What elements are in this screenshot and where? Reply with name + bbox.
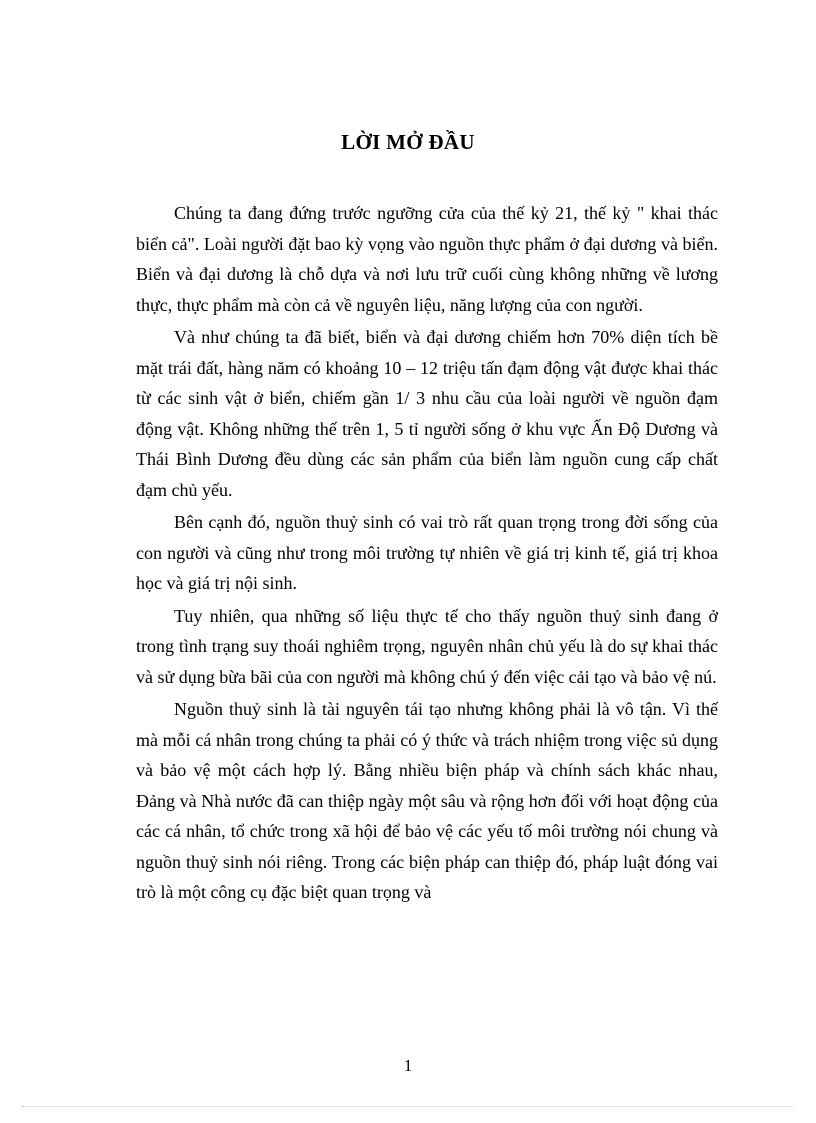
paragraph-2: Và như chúng ta đã biết, biển và đại dương chiếm hơn 70% diện tích bề mặt trái đất, hàng năm có khoảng 10 – 12 triệu tấn đạm động vật được khai thác từ các sinh vật ở biển, chiếm gần 1/ 3 nhu cầu của loài người về nguồn đạm động vật. Không những thế trên 1, 5 tỉ người sống ở khu vực Ấn Độ Dương và Thái Bình Dương đều dùng các sản phẩm của biển làm nguồn cung cấp chất đạm chủ yếu. [136, 327, 718, 500]
footer-divider [22, 1106, 794, 1107]
paragraph-4: Tuy nhiên, qua những số liệu thực tế cho thấy nguồn thuỷ sinh đang ở trong tình trạng suy thoái nghiêm trọng, nguyên nhân chủ yếu là do sự khai thác và sử dụng bừa bãi của con người mà không chú ý đến việc cải tạo và bảo vệ nú. [136, 605, 718, 687]
paragraph-3: Bên cạnh đó, nguồn thuỷ sinh có vai trò rất quan trọng trong đời sống của con người và cũng như trong môi trường tự nhiên về giá trị kinh tế, giá trị khoa học và giá trị nội sinh. [136, 512, 718, 593]
page-number: 1 [403, 1056, 413, 1075]
paragraph-5: Nguồn thuỷ sinh là tài nguyên tái tạo nhưng không phải là vô tận. Vì thế mà mỗi cá nhân trong chúng ta phải có ý thức và trách nhiệm trong việc sủ dụng và bảo vệ một cách hợp lý. Bằng nhiều biện pháp và chính sách khác nhau, Đảng và Nhà nước đã can thiệp ngày một sâu và rộng hơn đối với hoạt động của các cá nhân, tổ chức trong xã hội để bảo vệ các yếu tố môi trường nói chung và nguồn thuỷ sinh nói riêng. Trong các biện pháp can thiệp đó, pháp luật đóng vai trò là một công cụ đặc biệt quan trọng và [136, 699, 718, 902]
paragraph-1: Chúng ta đang đứng trước ngưỡng cửa của thế kỷ 21, thế kỷ " khai thác biển cả". Loài người đặt bao kỳ vọng vào nguồn thực phẩm ở đại dương và biển. Biển và đại dương là chỗ dựa và nơi lưu trữ cuối cùng không những về lương thực, thực phẩm mà còn cả về nguyên liệu, năng lượng của con người. [136, 203, 718, 315]
page-title: LỜI MỞ ĐẦU [341, 130, 475, 154]
body-text [136, 198, 718, 910]
